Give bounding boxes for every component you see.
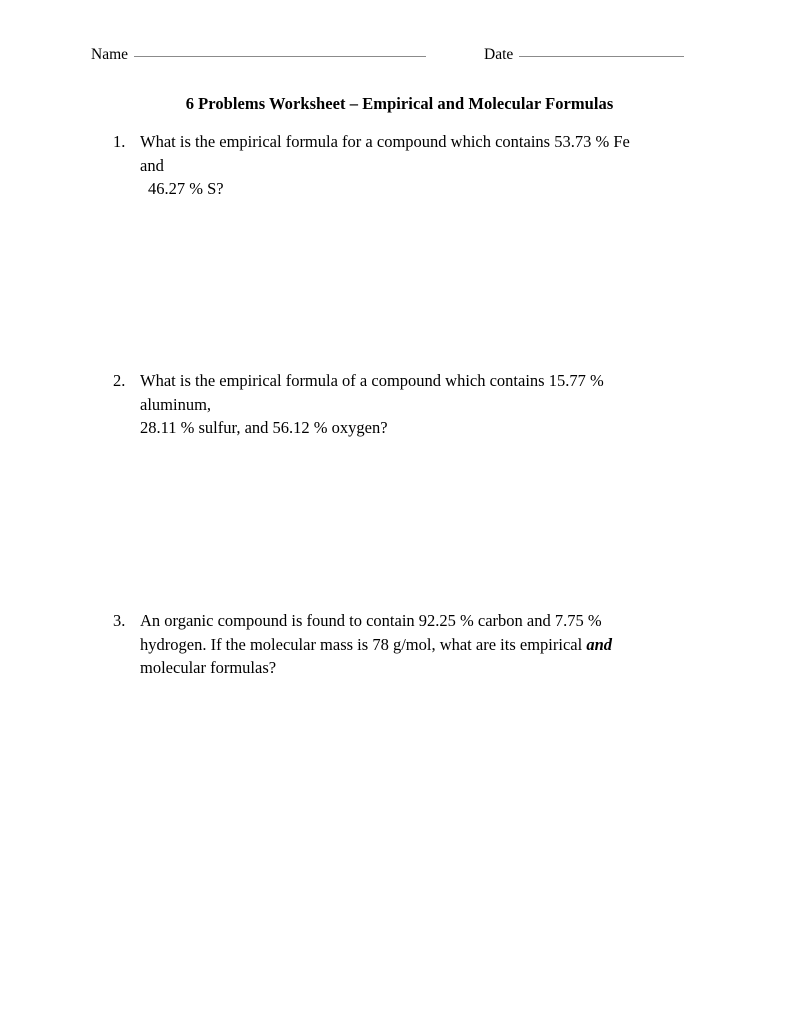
problem-2-line-3: 28.11 % sulfur, and 56.12 % oxygen? (140, 418, 388, 437)
name-write-in-line[interactable] (134, 56, 426, 57)
date-label: Date (484, 46, 514, 63)
date-write-in-line[interactable] (519, 56, 684, 57)
problem-1-line-2: and (140, 155, 164, 175)
date-field-group (484, 45, 684, 65)
name-field-group (91, 45, 426, 65)
problem-2-text (140, 369, 713, 440)
problem-3-line-2 (140, 633, 713, 657)
problem-3-text (140, 609, 713, 680)
name-date-header (91, 45, 701, 67)
problem-3-number: 3. (113, 611, 126, 630)
problem-item-1 (113, 130, 713, 201)
problem-3-line-3: molecular formulas? (140, 658, 277, 677)
problem-1-number: 1. (113, 132, 126, 151)
problem-item-2 (113, 369, 713, 440)
problem-2-number: 2. (113, 371, 126, 390)
problem-item-3 (113, 609, 713, 680)
page-title: 6 Problems Worksheet – Empirical and Molecular Formulas (185, 94, 614, 113)
problem-2-line-2: aluminum, (140, 394, 212, 414)
problem-1-line-3: 46.27 % S? (148, 179, 224, 198)
problem-1-line-1: What is the empirical formula for a compound which contains 53.73 % Fe (140, 132, 630, 151)
problem-3-emphasis-and: and (586, 634, 612, 654)
name-label: Name (91, 46, 129, 63)
problem-3-line-2-text: hydrogen. If the molecular mass is 78 g/mol, what are its empirical (140, 634, 587, 654)
problem-1-text (140, 130, 713, 201)
problem-2-line-1: What is the empirical formula of a compound which contains 15.77 % (140, 371, 604, 390)
problem-3-line-1: An organic compound is found to contain 92.25 % carbon and 7.75 % (140, 611, 602, 630)
